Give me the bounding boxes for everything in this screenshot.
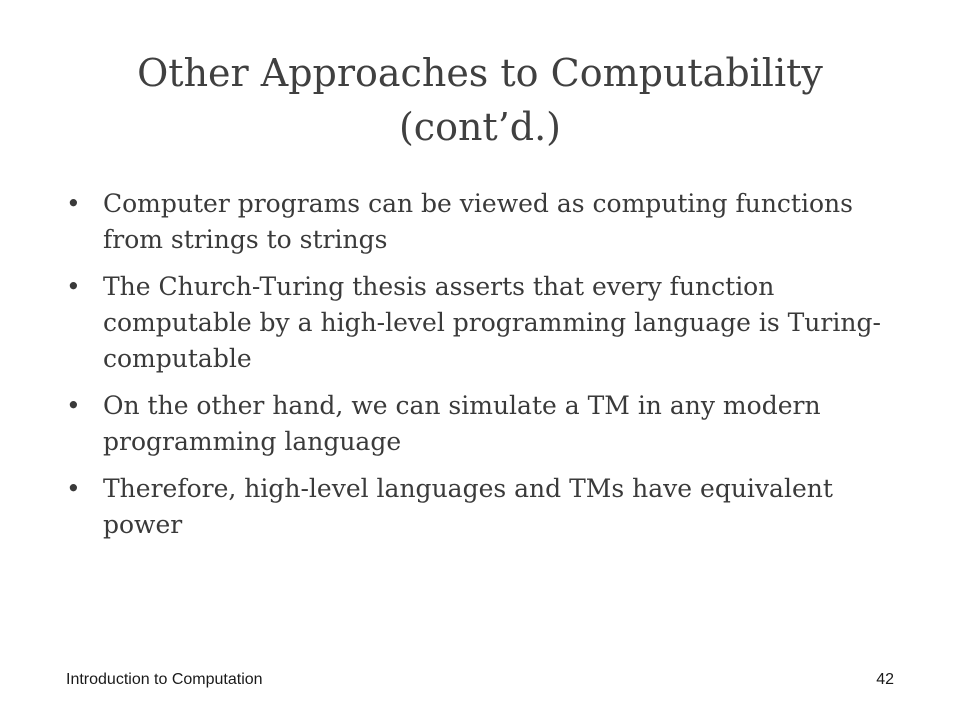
bullet-marker: •: [66, 391, 81, 420]
bullet-marker: •: [66, 474, 81, 503]
slide-title: [60, 46, 900, 154]
slide-title-line-2: (cont’d.): [398, 105, 562, 149]
bullet-item: [66, 269, 906, 377]
bullet-item: [66, 388, 906, 460]
bullet-text: Computer programs can be viewed as computing functions from strings to strings: [103, 189, 853, 254]
page-number: 42: [876, 671, 894, 688]
slide-title-line-1: Other Approaches to Computability: [137, 51, 823, 95]
bullet-list: [66, 186, 906, 554]
bullet-item: [66, 186, 906, 258]
bullet-text: On the other hand, we can simulate a TM in any modern programming language: [103, 391, 821, 456]
bullet-text: The Church-Turing thesis asserts that every function computable by a high-level programming language is Turing-computable: [103, 272, 881, 373]
bullet-item: [66, 471, 906, 543]
bullet-text: Therefore, high-level languages and TMs have equivalent power: [103, 474, 833, 539]
bullet-marker: •: [66, 189, 81, 218]
bullet-marker: •: [66, 272, 81, 301]
footer-text: Introduction to Computation: [66, 671, 263, 688]
